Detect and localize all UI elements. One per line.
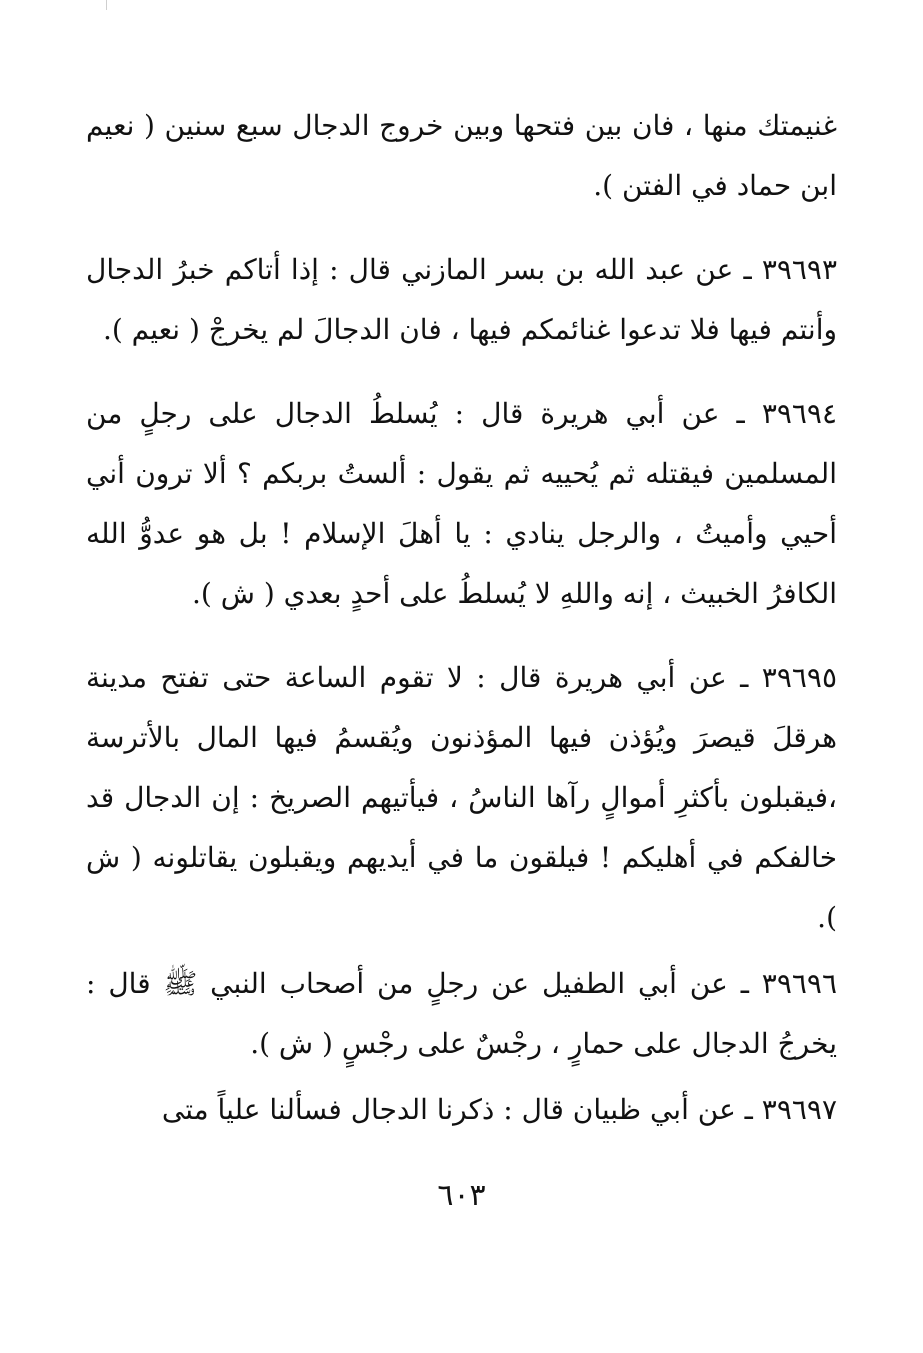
- paragraph-text: ـ عن عبد الله بن بسر المازني قال : إذا أتاكم خبرُ الدجال وأنتم فيها فلا تدعوا غنائمكم فيها ، فان الدجالَ لم يخرجْ ( نعيم ).: [86, 253, 837, 346]
- margin-mark: [106, 0, 107, 10]
- hadith-number: ٣٩٦٩٣: [761, 253, 838, 286]
- hadith-number: ٣٩٦٩٧: [761, 1093, 837, 1126]
- hadith-39694: [86, 384, 837, 624]
- hadith-number: ٣٩٦٩٦: [761, 967, 837, 1000]
- paragraph-text: ـ عن أبي هريرة قال : يُسلطُ الدجال على رجلٍ من المسلمين فيقتله ثم يُحييه ثم يقول : ألستُ بربكم ؟ ألا ترون أني أحيي وأميتُ ، والرجل ينادي : يا أهلَ الإسلام ! بل هو عدوُّ الله الكافرُ الخبيث ، إنه واللهِ لا يُسلطُ على أحدٍ بعدي ( ش ).: [86, 397, 837, 610]
- paragraph-text: غنيمتك منها ، فان بين فتحها وبين خروج الدجال سبع سنين ( نعيم ابن حماد في الفتن ).: [86, 109, 837, 202]
- paragraph-text: ـ عن أبي ظبيان قال : ذكرنا الدجال فسألنا علياً متى: [161, 1093, 753, 1126]
- hadith-39696: [86, 954, 837, 1074]
- page-number: ٦٠٣: [437, 1178, 486, 1213]
- hadith-39693: [86, 240, 837, 360]
- paragraph-text: ـ عن أبي الطفيل عن رجلٍ من أصحاب النبي ﷺ قال : يخرجُ الدجال على حمارٍ ، رجْسٌ على رجْسٍ ( ش ).: [86, 967, 837, 1060]
- hadith-39695: [86, 648, 837, 948]
- paragraph-continuation: [86, 96, 837, 216]
- hadith-39697: [86, 1080, 837, 1140]
- hadith-number: ٣٩٦٩٥: [761, 661, 837, 694]
- main-text: [86, 96, 837, 1140]
- hadith-number: ٣٩٦٩٤: [761, 397, 838, 430]
- paragraph-text: ـ عن أبي هريرة قال : لا تقوم الساعة حتى تفتح مدينة هرقلَ قيصرَ ويُؤذن فيها المؤذنون ويُقسمُ فيها المال بالأترسة ،فيقبلون بأكثرِ أموالٍ رآها الناسُ ، فيأتيهم الصريخ : إن الدجال قد خالفكم في أهليكم ! فيلقون ما في أيديهم ويقبلون يقاتلونه ( ش ).: [86, 661, 837, 934]
